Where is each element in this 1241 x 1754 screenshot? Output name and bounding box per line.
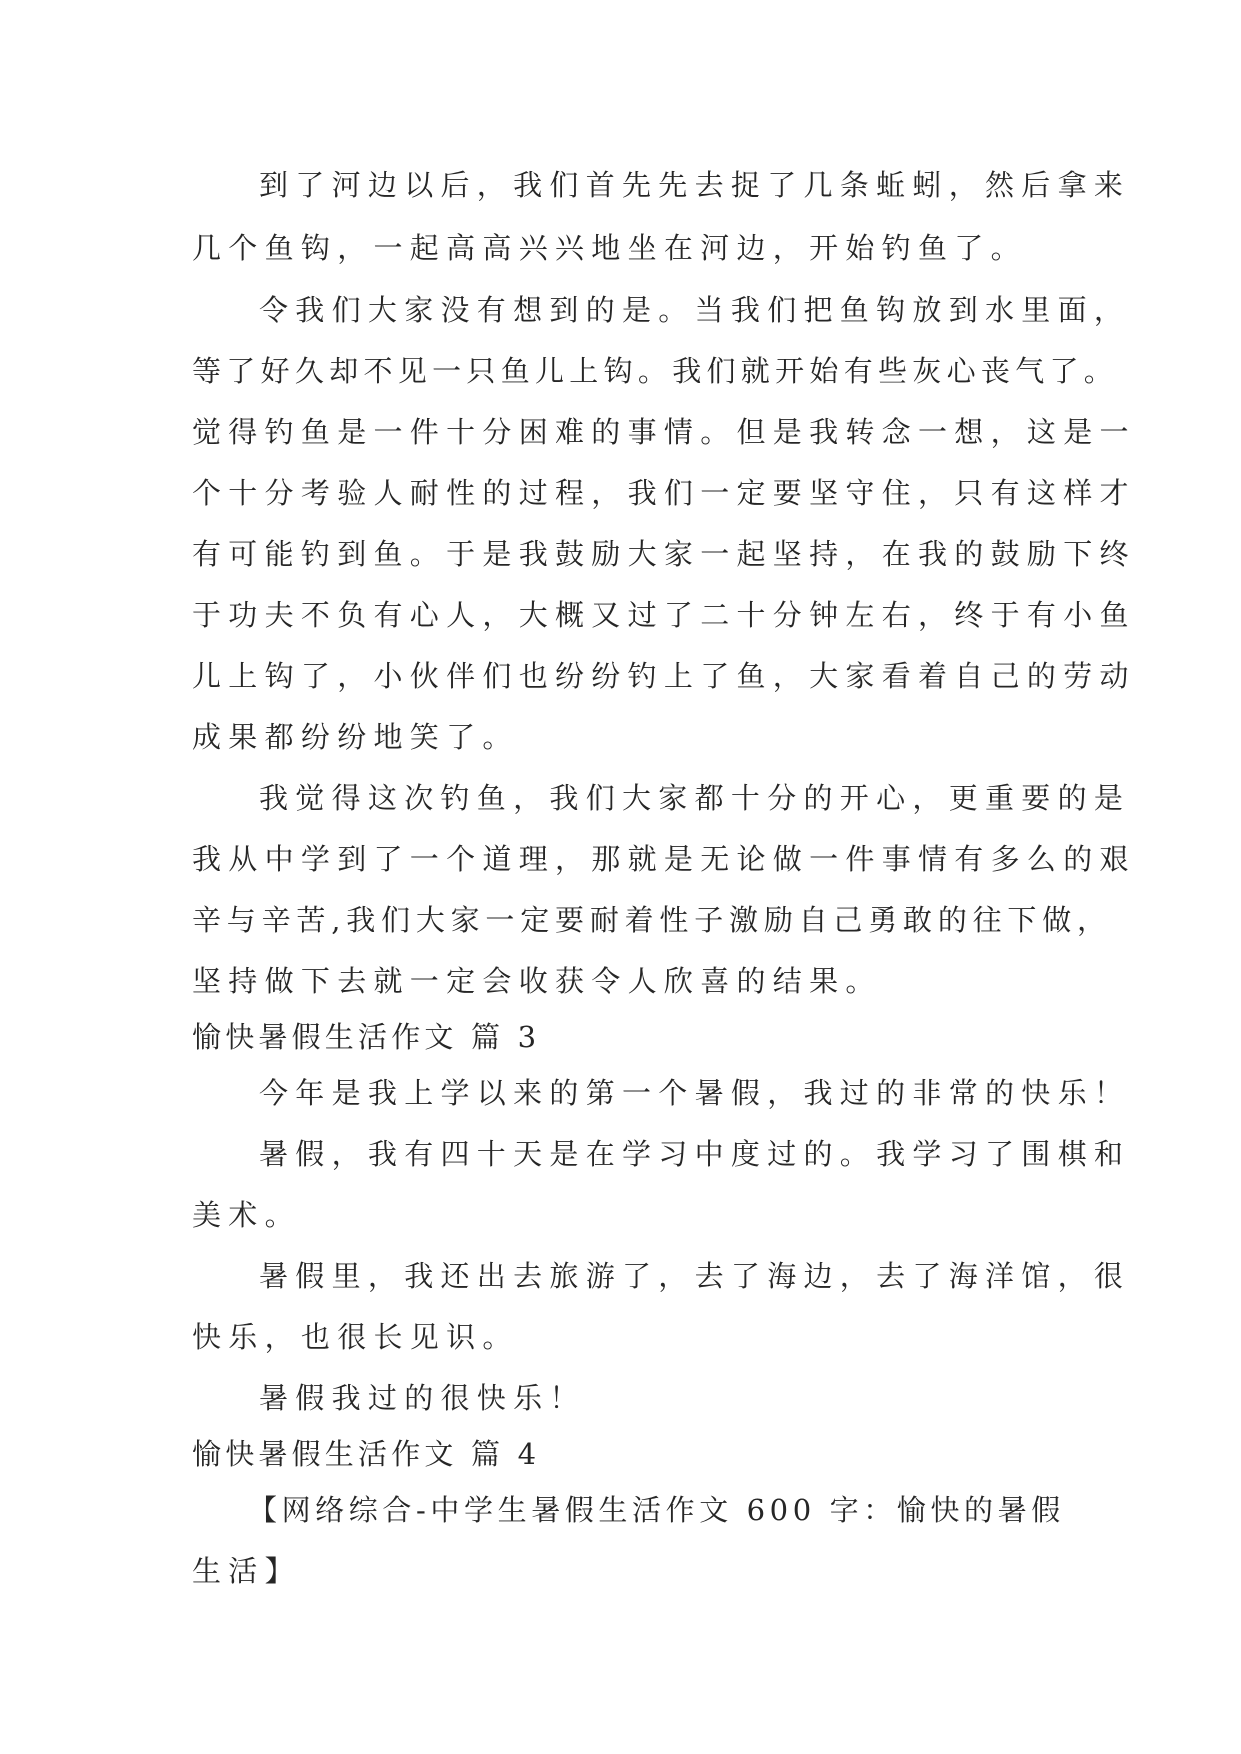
section-heading: 愉快暑假生活作文 篇 3 bbox=[192, 1020, 541, 1054]
paragraph-line: 生活】 bbox=[192, 1554, 301, 1588]
paragraph-line: 个十分考验人耐性的过程，我们一定要坚守住，只有这样才 bbox=[192, 476, 1136, 510]
paragraph-line: 美术。 bbox=[192, 1198, 301, 1232]
section-heading: 愉快暑假生活作文 篇 4 bbox=[192, 1437, 541, 1471]
paragraph-line: 坚持做下去就一定会收获令人欣喜的结果。 bbox=[192, 964, 882, 998]
paragraph-line: 【网络综合-中学生暑假生活作文 600 字：愉快的暑假 bbox=[248, 1493, 1065, 1527]
paragraph-line: 等了好久却不见一只鱼儿上钩。我们就开始有些灰心丧气了。 bbox=[192, 354, 1119, 388]
paragraph-line: 到了河边以后，我们首先先去捉了几条蚯蚓，然后拿来 bbox=[259, 168, 1131, 202]
paragraph-line: 令我们大家没有想到的是。当我们把鱼钩放到水里面， bbox=[259, 293, 1131, 327]
paragraph-line: 辛与辛苦,我们大家一定要耐着性子激励自己勇敢的往下做， bbox=[192, 903, 1112, 937]
paragraph-line: 于功夫不负有心人，大概又过了二十分钟左右，终于有小鱼 bbox=[192, 598, 1136, 632]
paragraph-line: 我觉得这次钓鱼，我们大家都十分的开心，更重要的是 bbox=[259, 781, 1131, 815]
paragraph-line: 暑假，我有四十天是在学习中度过的。我学习了围棋和 bbox=[259, 1137, 1131, 1171]
paragraph-line: 快乐，也很长见识。 bbox=[192, 1320, 519, 1354]
paragraph-line: 暑假里，我还出去旅游了，去了海边，去了海洋馆，很 bbox=[259, 1259, 1131, 1293]
paragraph-line: 暑假我过的很快乐！ bbox=[259, 1381, 586, 1415]
paragraph-line: 觉得钓鱼是一件十分困难的事情。但是我转念一想，这是一 bbox=[192, 415, 1136, 449]
paragraph-line: 有可能钓到鱼。于是我鼓励大家一起坚持，在我的鼓励下终 bbox=[192, 537, 1136, 571]
paragraph-line: 儿上钩了，小伙伴们也纷纷钓上了鱼，大家看着自己的劳动 bbox=[192, 659, 1136, 693]
paragraph-line: 今年是我上学以来的第一个暑假，我过的非常的快乐！ bbox=[259, 1076, 1131, 1110]
paragraph-line: 几个鱼钩，一起高高兴兴地坐在河边，开始钓鱼了。 bbox=[192, 231, 1027, 265]
paragraph-line: 我从中学到了一个道理，那就是无论做一件事情有多么的艰 bbox=[192, 842, 1136, 876]
paragraph-line: 成果都纷纷地笑了。 bbox=[192, 720, 519, 754]
